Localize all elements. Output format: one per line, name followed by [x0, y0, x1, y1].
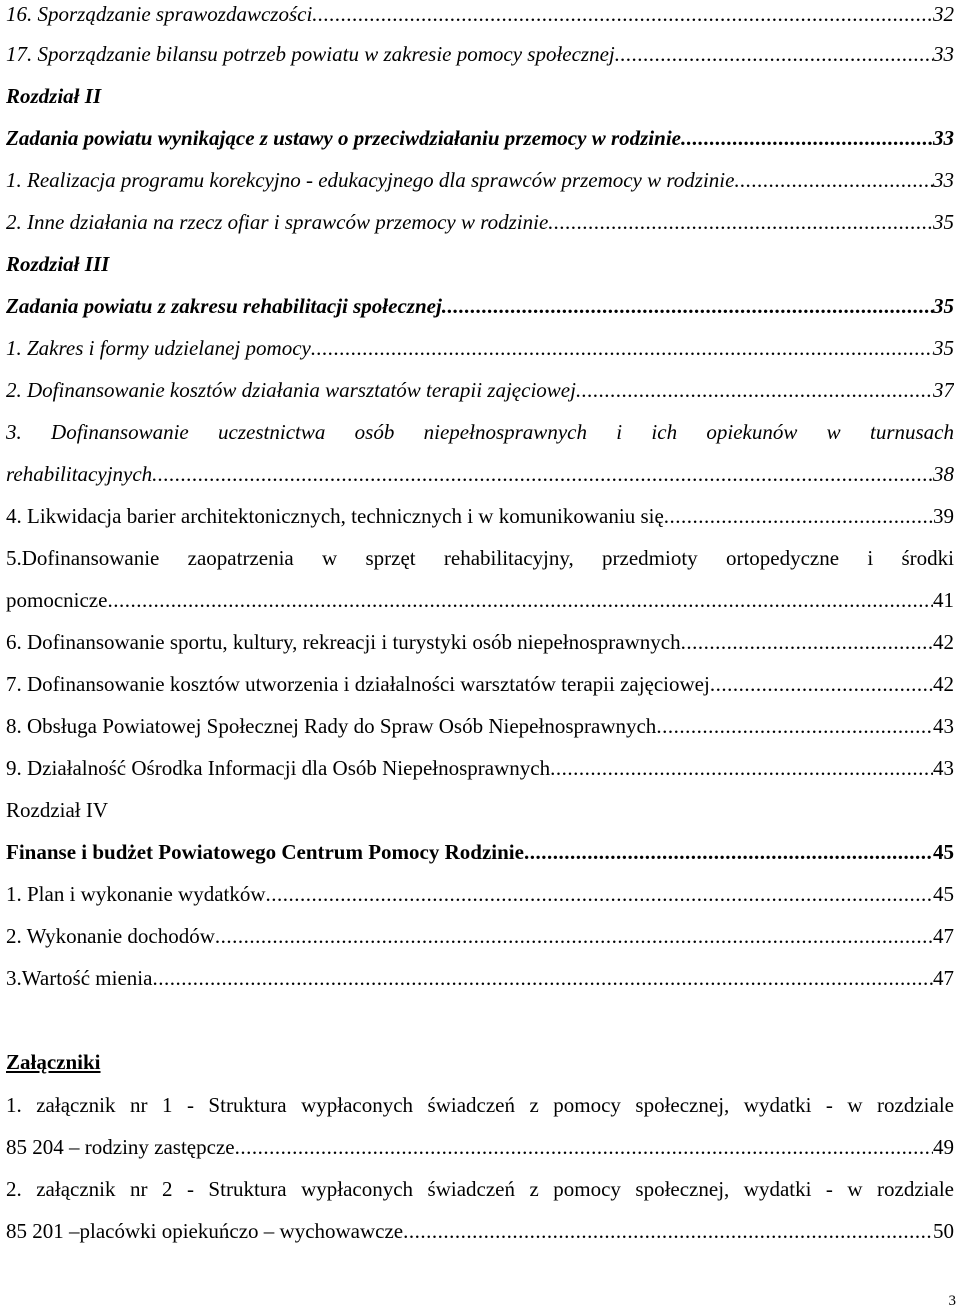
chapter-label: Rozdział IV	[6, 798, 109, 822]
toc-page-number: 42	[933, 672, 954, 696]
toc-page-number: 50	[933, 1219, 954, 1243]
toc-entry	[6, 621, 954, 663]
toc-entry-title: 2. Dofinansowanie kosztów działania warsztatów terapii zajęciowej	[6, 378, 576, 402]
chapter-title	[6, 117, 954, 159]
dot-leader	[656, 705, 933, 747]
toc-entry-title: 9. Działalność Ośrodka Informacji dla Osób Niepełnosprawnych	[6, 756, 551, 780]
page-number: 3	[948, 1293, 956, 1309]
toc-page-number: 43	[933, 714, 954, 738]
dot-leader	[576, 369, 933, 411]
toc-page-number: 35	[933, 210, 954, 234]
toc-entry	[6, 705, 954, 747]
toc-entry-title: 85 204 – rodziny zastępcze	[6, 1135, 235, 1159]
toc-entry	[6, 747, 954, 789]
toc-entry-title: 16. Sporządzanie sprawozdawczości	[6, 2, 313, 26]
dot-leader	[734, 159, 933, 201]
dot-leader	[524, 831, 933, 873]
toc-page-number: 45	[933, 882, 954, 906]
chapter-title	[6, 285, 954, 327]
chapter-title	[6, 831, 954, 873]
toc-entry-line1: 1. załącznik nr 1 - Struktura wypłaconych świadczeń z pomocy społecznej, wydatki - w rozdziale	[6, 1093, 954, 1117]
toc-page-number: 37	[933, 378, 954, 402]
toc-entry-line1: 5.Dofinansowanie zaopatrzenia w sprzęt rehabilitacyjny, przedmioty ortopedyczne i środki	[6, 546, 954, 570]
toc-entry-title: 85 201 –placówki opiekuńczo – wychowawcze	[6, 1219, 404, 1243]
chapter-label: Rozdział III	[6, 252, 110, 276]
toc-entry	[6, 495, 954, 537]
toc-entry-line1: 3. Dofinansowanie uczestnictwa osób niepełnosprawnych i ich opiekunów w turnusach	[6, 420, 954, 444]
toc-page-number: 35	[933, 294, 954, 318]
toc-entry-title: 7. Dofinansowanie kosztów utworzenia i działalności warsztatów terapii zajęciowej	[6, 672, 710, 696]
toc-entry-line1: 2. załącznik nr 2 - Struktura wypłaconych świadczeń z pomocy społecznej, wydatki - w rozdziale	[6, 1177, 954, 1201]
dot-leader	[615, 33, 933, 75]
toc-entry-title: Zadania powiatu z zakresu rehabilitacji społecznej	[6, 294, 442, 318]
attachments-heading: Załączniki	[6, 1050, 101, 1074]
dot-leader	[311, 327, 933, 369]
toc-entry-title: 1. Zakres i formy udzielanej pomocy	[6, 336, 311, 360]
dot-leader	[266, 873, 933, 915]
toc-entry-title: pomocnicze	[6, 588, 108, 612]
dot-leader	[215, 915, 933, 957]
toc-entry-title: 1. Plan i wykonanie wydatków	[6, 882, 266, 906]
toc-entry-title: 6. Dofinansowanie sportu, kultury, rekreacji i turystyki osób niepełnosprawnych	[6, 630, 681, 654]
toc-entry	[6, 453, 954, 495]
dot-leader	[107, 579, 933, 621]
toc-entry-title: 3.Wartość mienia	[6, 966, 153, 990]
toc-page-number: 45	[933, 840, 954, 864]
toc-entry-title: 1. Realizacja programu korekcyjno - edukacyjnego dla sprawców przemocy w rodzinie	[6, 168, 735, 192]
toc-page-number: 35	[933, 336, 954, 360]
toc-entry	[6, 1210, 954, 1252]
toc-entry	[6, 369, 954, 411]
toc-entry	[6, 327, 954, 369]
toc-entry	[6, 957, 954, 999]
toc-entry-title: 2. Inne działania na rzecz ofiar i sprawców przemocy w rodzinie	[6, 210, 549, 234]
chapter-label: Rozdział II	[6, 84, 102, 108]
toc-entry-title: rehabilitacyjnych	[6, 462, 153, 486]
dot-leader	[548, 201, 933, 243]
toc-page-number: 33	[933, 42, 954, 66]
toc-entry-title: 8. Obsługa Powiatowej Społecznej Rady do Spraw Osób Niepełnosprawnych	[6, 714, 657, 738]
toc-page-number: 41	[933, 588, 954, 612]
toc-entry-title: 2. Wykonanie dochodów	[6, 924, 215, 948]
toc-page-number: 33	[933, 168, 954, 192]
toc-entry	[6, 1126, 954, 1168]
toc-entry	[6, 873, 954, 915]
toc-entry-title: 4. Likwidacja barier architektonicznych, technicznych i w komunikowaniu się	[6, 504, 664, 528]
toc-page-number: 39	[933, 504, 954, 528]
toc-entry-title: 17. Sporządzanie bilansu potrzeb powiatu w zakresie pomocy społecznej	[6, 42, 615, 66]
dot-leader	[312, 0, 933, 35]
toc-entry	[6, 663, 954, 705]
dot-leader	[550, 747, 933, 789]
toc-entry-title: Zadania powiatu wynikające z ustawy o przeciwdziałaniu przemocy w rodzinie	[6, 126, 681, 150]
toc-entry	[6, 915, 954, 957]
toc-page-number: 32	[933, 2, 954, 26]
dot-leader	[442, 285, 933, 327]
toc-entry	[6, 0, 954, 35]
toc-page-number: 43	[933, 756, 954, 780]
dot-leader	[152, 957, 933, 999]
dot-leader	[235, 1126, 933, 1168]
toc-page-number: 38	[933, 462, 954, 486]
dot-leader	[710, 663, 933, 705]
toc-page-number: 33	[933, 126, 954, 150]
toc-page-number: 42	[933, 630, 954, 654]
dot-leader	[152, 453, 933, 495]
toc-entry	[6, 159, 954, 201]
dot-leader	[403, 1210, 933, 1252]
dot-leader	[681, 621, 933, 663]
dot-leader	[664, 495, 933, 537]
toc-entry	[6, 579, 954, 621]
toc-entry-title: Finanse i budżet Powiatowego Centrum Pomocy Rodzinie	[6, 840, 524, 864]
toc-entry	[6, 33, 954, 75]
toc-page-number: 47	[933, 966, 954, 990]
toc-page-number: 47	[933, 924, 954, 948]
dot-leader	[681, 117, 933, 159]
toc-entry	[6, 201, 954, 243]
toc-page-number: 49	[933, 1135, 954, 1159]
